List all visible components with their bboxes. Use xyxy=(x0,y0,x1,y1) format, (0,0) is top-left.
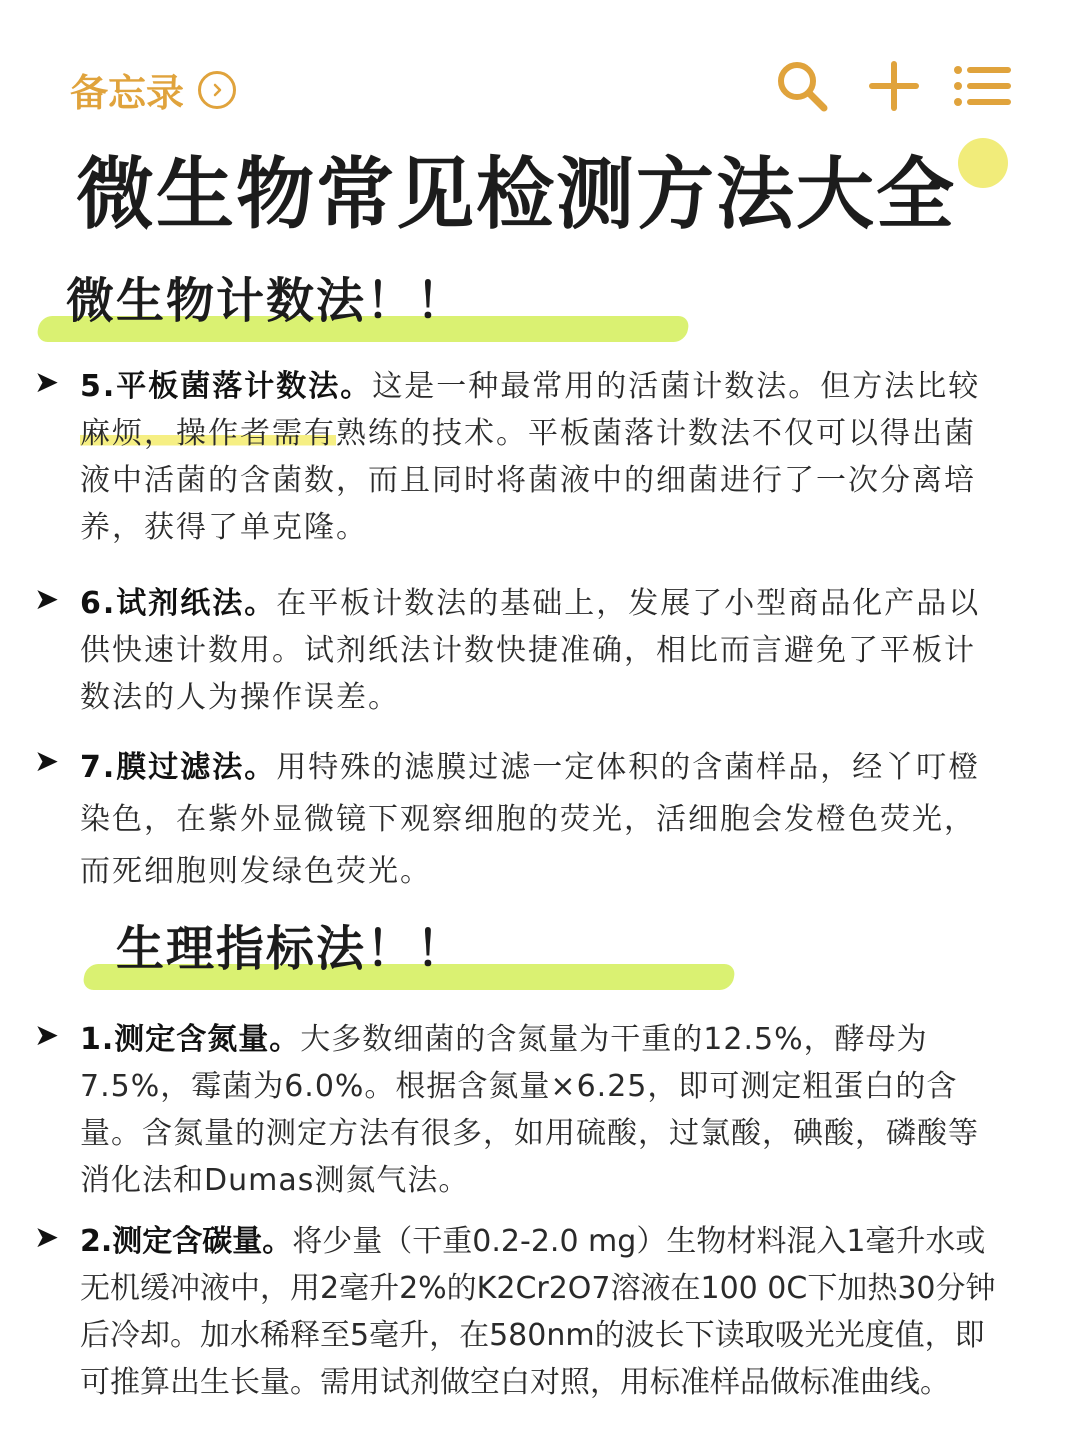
list-item xyxy=(34,363,998,551)
item-text: 在平板计数法的基础上，发展了小型商品化产品以供快速计数用。试剂纸法计数快捷准确，相比而言避免了平板计数法的人为操作误差。 xyxy=(80,586,981,715)
section-heading-text: 微生物计数法！！ xyxy=(66,273,467,329)
item-text: 熟练的技术。平板菌落计数法不仅可以得出菌液中活菌的含菌数，而且同时将菌液中的细菌进行了一次分离培养，获得了单克隆。 xyxy=(80,416,976,545)
arrow-icon: ➤ xyxy=(34,1220,60,1255)
item-lead: 7.膜过滤法。 xyxy=(80,750,277,785)
title-block xyxy=(76,140,1016,250)
list-item xyxy=(34,1016,998,1204)
back-button[interactable] xyxy=(70,62,236,117)
list-item xyxy=(34,1218,998,1406)
item-lead: 6.试剂纸法。 xyxy=(80,586,277,621)
item-paragraph xyxy=(80,742,998,898)
arrow-icon: ➤ xyxy=(34,1018,60,1053)
list-item xyxy=(34,742,998,898)
item-paragraph xyxy=(80,363,998,551)
list-item xyxy=(34,580,998,721)
arrow-icon: ➤ xyxy=(34,582,60,617)
item-paragraph xyxy=(80,580,998,721)
item-text: 大多数细菌的含氮量为干重的12.5%，酵母为7.5%，霉菌为6.0%。根据含氮量×6.25，即可测定粗蛋白的含量。含氮量的测定方法有很多，如用硫酸，过氯酸，碘酸，磷酸等消化法和Dumas测氮气法。 xyxy=(80,1022,979,1198)
item-text: 用特殊的滤膜过滤一定体积的含菌样品，经丫叮橙染色，在紫外显微镜下观察细胞的荧光，活细胞会发橙色荧光，而死细胞则发绿色荧光。 xyxy=(80,750,981,889)
search-icon[interactable] xyxy=(774,58,830,114)
top-bar xyxy=(0,0,1080,140)
item-paragraph xyxy=(80,1016,998,1204)
item-paragraph xyxy=(80,1218,998,1406)
item-lead: 1.测定含氮量。 xyxy=(80,1022,301,1057)
plus-icon[interactable] xyxy=(866,58,922,114)
arrow-icon: ➤ xyxy=(34,744,60,779)
item-lead: 5.平板菌落计数法。 xyxy=(80,369,373,404)
section-heading-counting xyxy=(66,262,706,352)
item-text-highlight: 麻烦，操作者需有 xyxy=(80,416,336,451)
section-heading-text: 生理指标法！！ xyxy=(116,921,467,977)
item-text: 这是一种最常用的活菌计数法。但方法比较 xyxy=(372,369,981,404)
item-lead: 2.测定含碳量。 xyxy=(80,1224,293,1259)
arrow-icon: ➤ xyxy=(34,365,60,400)
list-icon[interactable] xyxy=(952,58,1012,114)
chevron-right-icon xyxy=(198,71,236,109)
section-heading-physiological xyxy=(116,910,756,1000)
item-text: 将少量（干重0.2-2.0 mg）生物材料混入1毫升水或无机缓冲液中，用2毫升2%的K2Cr2O7溶液在100 0C下加热30分钟后冷却。加水稀释至5毫升，在580nm的波长下读取吸光光度值，即可推算出生长量。需用试剂做空白对照，用标准样品做标准曲线。 xyxy=(80,1224,996,1400)
page-title: 微生物常见检测方法大全 xyxy=(76,150,957,240)
back-label: 备忘录 xyxy=(70,71,185,115)
